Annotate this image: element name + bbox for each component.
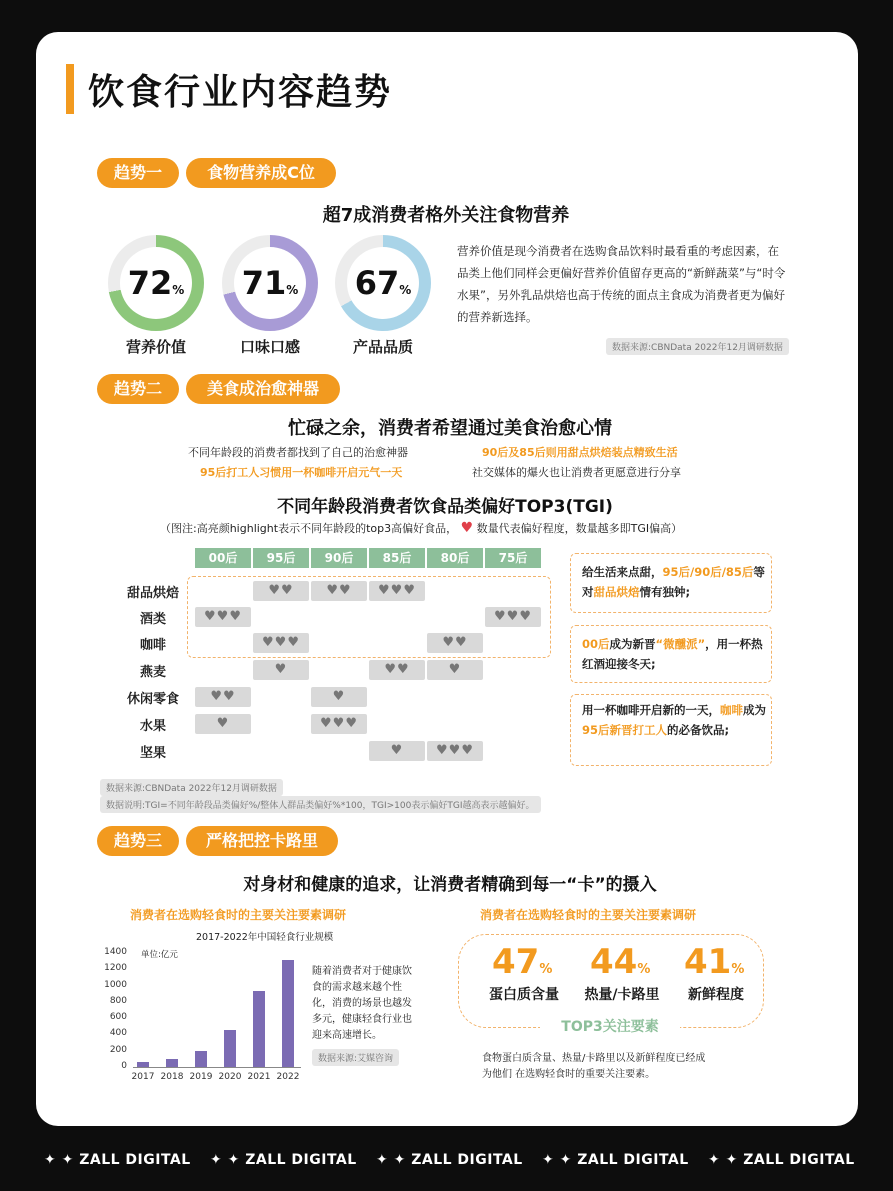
note-2-d: ，用一杯热红酒迎接冬天;	[582, 637, 763, 671]
y-tick-label: 200	[109, 1044, 127, 1055]
x-tick-label: 2022	[276, 1072, 300, 1082]
top3-label-1: 蛋白质含量	[489, 987, 559, 1003]
note-2-b: 成为新晋	[609, 637, 656, 651]
heart-cell: ♥♥♥	[253, 633, 309, 653]
age-header-85后: 85后	[369, 548, 425, 568]
top3-label-2: 热量/卡路里	[584, 987, 660, 1003]
bottom-text-2: 为他们 在选购轻食时的重要关注要素。	[482, 1069, 656, 1080]
trend2-line-2: 95后打工人习惯用一杯咖啡开启元气一天	[200, 466, 403, 479]
footer-brand: ✦ ✦ ZALL DIGITAL	[376, 1152, 523, 1168]
heart-cell: ♥♥♥	[485, 607, 541, 627]
category-label: 水果	[139, 719, 166, 734]
trend3-heading: 对身材和健康的追求，让消费者精确到每一“卡”的摄入	[243, 875, 657, 895]
trend1-tag: 趋势一	[97, 158, 179, 188]
footer-brand: ✦ ✦ ZALL DIGITAL	[708, 1152, 855, 1168]
stat-ring-1	[108, 235, 204, 331]
stat-label-2: 口味口感	[239, 338, 300, 356]
stat-unit-2: %	[286, 283, 299, 297]
category-label: 酒类	[139, 612, 166, 627]
note-3-d: 95后新晋打工人	[582, 723, 668, 737]
age-header-00后: 00后	[195, 548, 251, 568]
age-header-90后: 90后	[311, 548, 367, 568]
x-tick-label: 2019	[189, 1072, 213, 1082]
note-3-b: 咖啡	[720, 703, 743, 717]
trend2-tag: 趋势二	[97, 374, 179, 404]
trend2-topic: 美食成治愈神器	[186, 374, 340, 404]
heart-cell: ♥♥	[253, 581, 309, 601]
y-tick-label: 1000	[104, 979, 127, 990]
note-2-c: “微醺派”	[655, 637, 706, 651]
y-tick-label: 600	[109, 1012, 127, 1023]
y-tick-label: 1400	[104, 947, 127, 957]
age-header-80后: 80后	[427, 548, 483, 568]
trend3-tag: 趋势三	[97, 826, 179, 856]
top3-value-1: 47%	[492, 942, 553, 982]
table-note-part-b: 数量代表偏好程度，数量越多即TGI偏高）	[476, 522, 683, 535]
trend1-source: 数据来源:CBNData 2022年12月调研数据	[606, 338, 789, 355]
title-accent-bar	[66, 64, 74, 114]
heart-cell: ♥	[311, 687, 367, 707]
x-axis-line	[133, 1067, 301, 1068]
bar-2021	[253, 991, 265, 1067]
x-tick-label: 2021	[247, 1072, 271, 1082]
chart-unit: 单位:亿元	[141, 950, 178, 960]
heart-cell: ♥	[427, 660, 483, 680]
footer-brand: ✦ ✦ ZALL DIGITAL	[542, 1152, 689, 1168]
note-3	[582, 700, 766, 740]
bar-2017	[137, 1062, 149, 1067]
note-1-b: 95后/90后/85后	[662, 565, 754, 579]
bottom-text-1: 食物蛋白质含量、热量/卡路里以及新鲜程度已经成	[482, 1053, 706, 1064]
stat-ring-3	[335, 235, 431, 331]
note-1	[582, 562, 766, 602]
table-note	[160, 520, 682, 536]
trend1-paragraph: 营养价值是现今消费者在选购食品饮料时最看重的考虑因素，在品类上他们同样会更偏好营养价值留存更高的“新鲜蔬菜”与“时令水果”，另外乳品烘焙也高于传统的面点主食成为消费者更为偏好的营养新选择。	[457, 244, 786, 324]
page-title: 饮食行业内容趋势	[88, 72, 393, 113]
y-tick-label: 800	[109, 995, 127, 1006]
bar-2020	[224, 1030, 236, 1067]
category-label: 坚果	[139, 746, 166, 761]
top3-label-3: 新鲜程度	[688, 987, 744, 1003]
top3-value-2: 44%	[590, 942, 651, 982]
age-header-95后: 95后	[253, 548, 309, 568]
trend2-line-4: 社交媒体的爆火也让消费者更愿意进行分享	[472, 466, 681, 479]
chart-title: 2017-2022年中国轻食行业规模	[196, 932, 334, 943]
trend2-source: 数据来源:CBNData 2022年12月调研数据	[100, 779, 283, 796]
top3-unit-3: %	[731, 962, 745, 977]
bar-2022	[282, 960, 294, 1067]
category-label: 咖啡	[139, 638, 166, 653]
category-label: 燕麦	[139, 665, 166, 680]
heart-cell: ♥♥	[369, 660, 425, 680]
age-header-75后: 75后	[485, 548, 541, 568]
stat-label-3: 产品品质	[352, 338, 413, 356]
trend2-line-3: 90后及85后则用甜点烘焙装点精致生活	[482, 446, 678, 459]
note-2	[582, 634, 766, 674]
footer-brand: ✦ ✦ ZALL DIGITAL	[44, 1152, 191, 1168]
stat-value-1: 72%	[120, 247, 192, 319]
chart-description: 随着消费者对于健康饮食的需求越来越个性化，消费的场景也越发多元，健康轻食行业也迎来高速增长。	[312, 966, 412, 1041]
stat-unit-3: %	[399, 283, 412, 297]
stat-value-2: 71%	[234, 247, 306, 319]
heart-cell: ♥♥♥	[311, 714, 367, 734]
trend2-explain: 数据说明:TGI=不同年龄段品类偏好%/整体人群品类偏好%*100，TGI>100表示偏好TGI越高表示越偏好。	[100, 796, 541, 813]
x-tick-label: 2017	[131, 1072, 155, 1082]
note-1-a: 给生活来点甜，	[582, 565, 663, 579]
stat-value-3: 67%	[347, 247, 419, 319]
heart-cell: ♥	[195, 714, 251, 734]
note-3-c: 成为	[743, 703, 766, 717]
heart-legend-icon: ♥	[460, 520, 474, 536]
note-1-d: 甜品烘焙	[593, 585, 640, 599]
trend2-heading: 忙碌之余，消费者希望通过美食治愈心情	[288, 418, 612, 439]
bar-2018	[166, 1059, 178, 1067]
heart-cell: ♥♥♥	[427, 741, 483, 761]
stat-unit-1: %	[172, 283, 185, 297]
stat-label-1: 营养价值	[125, 338, 186, 356]
heart-cell: ♥♥	[311, 581, 367, 601]
heart-cell: ♥♥♥	[369, 581, 425, 601]
chart-desc-source: 数据来源:艾媒咨询	[312, 1049, 399, 1066]
note-3-e: 的必备饮品;	[667, 723, 730, 737]
y-tick-label: 1200	[104, 963, 127, 974]
x-tick-label: 2020	[218, 1072, 242, 1082]
right-section-title: 消费者在选购轻食时的主要关注要素调研	[480, 908, 697, 922]
table-note-part-a: （图注:高亮颜highlight表示不同年龄段的top3高偏好食品，	[160, 522, 458, 535]
footer-brand: ✦ ✦ ZALL DIGITAL	[210, 1152, 357, 1168]
heart-cell: ♥♥	[195, 687, 251, 707]
trend1-topic: 食物营养成C位	[186, 158, 336, 188]
trend1-heading: 超7成消费者格外关注食物营养	[322, 205, 570, 226]
note-1-e: 情有独钟;	[639, 585, 691, 599]
top3-unit-2: %	[637, 962, 651, 977]
note-3-a: 用一杯咖啡开启新的一天，	[582, 703, 720, 717]
stat-ring-2	[222, 235, 318, 331]
note-2-a: 00后	[582, 637, 610, 651]
top3-unit-1: %	[539, 962, 553, 977]
trend2-line-1: 不同年龄段的消费者都找到了自己的治愈神器	[188, 446, 408, 459]
y-tick-label: 0	[121, 1061, 127, 1071]
note-1-c: 等对	[582, 565, 765, 599]
trend3-topic: 严格把控卡路里	[186, 826, 338, 856]
heart-cell: ♥♥♥	[195, 607, 251, 627]
top3-value-3: 41%	[684, 942, 745, 982]
left-section-title: 消费者在选购轻食时的主要关注要素调研	[130, 908, 347, 922]
heart-cell: ♥♥	[427, 633, 483, 653]
table-title: 不同年龄段消费者饮食品类偏好TOP3(TGI)	[277, 497, 613, 517]
heart-cell: ♥	[369, 741, 425, 761]
heart-cell: ♥	[253, 660, 309, 680]
top3-label: TOP3关注要素	[540, 1016, 680, 1036]
category-label: 休闲零食	[126, 692, 179, 707]
bar-2019	[195, 1051, 207, 1067]
y-tick-label: 400	[109, 1028, 127, 1039]
category-label: 甜品烘焙	[126, 586, 179, 601]
x-tick-label: 2018	[160, 1072, 184, 1082]
